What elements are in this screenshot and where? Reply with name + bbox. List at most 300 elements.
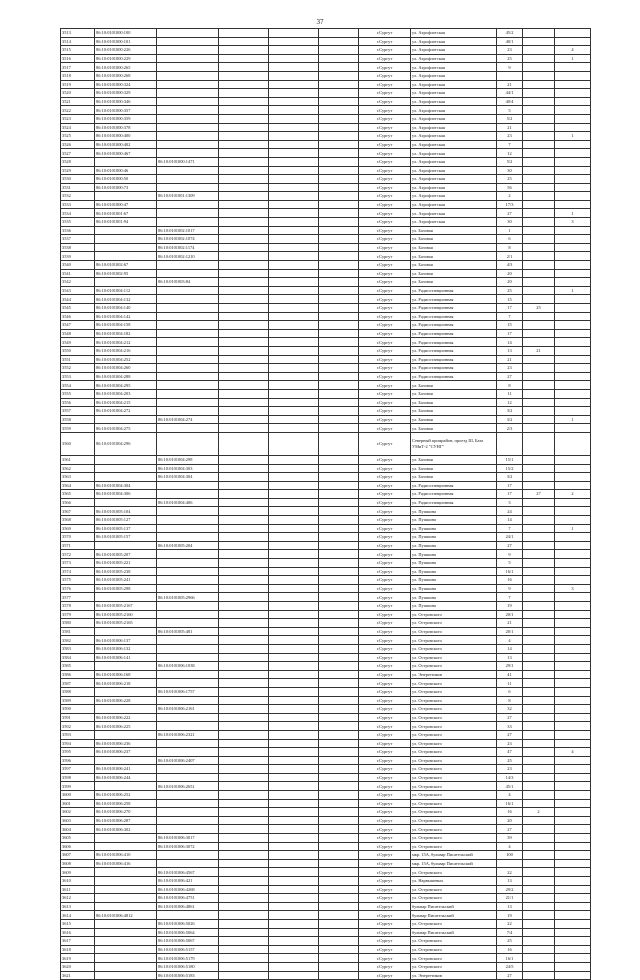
cadastral-number-cell: 86:10:0101004:142: [95, 312, 157, 321]
extra-count-cell: [555, 29, 591, 38]
house-number-cell: 20/1: [497, 610, 523, 619]
house-number-cell: 40/1: [497, 37, 523, 46]
second-cadastral-number-cell: 86:10:0101006:2321: [157, 730, 219, 739]
empty-cell: [269, 192, 319, 201]
city-cell: г.Сургут: [359, 424, 411, 433]
city-cell: г.Сургут: [359, 338, 411, 347]
cadastral-number-cell: 86:10:0101000:100: [95, 29, 157, 38]
city-cell: г.Сургут: [359, 157, 411, 166]
house-number-cell: 8: [497, 243, 523, 252]
extra-count-cell: [555, 364, 591, 373]
table-row: [61, 398, 591, 407]
table-row: [61, 782, 591, 791]
empty-cell: [319, 54, 359, 63]
street-cell: ул. Островского: [411, 868, 497, 877]
page-number: 37: [316, 18, 324, 26]
city-cell: г.Сургут: [359, 175, 411, 184]
second-cadastral-number-cell: [157, 97, 219, 106]
street-cell: ул. Островского: [411, 773, 497, 782]
street-cell: ул. Радиостанционная: [411, 346, 497, 355]
house-number-cell: 24/1: [497, 533, 523, 542]
table-row: [61, 851, 591, 860]
cadastral-number-cell: 86:10:0101000:265: [95, 63, 157, 72]
row-number-cell: 3605: [61, 834, 95, 843]
extra-value-cell: [523, 919, 555, 928]
row-number-cell: 3519: [61, 80, 95, 89]
house-number-cell: 27: [497, 541, 523, 550]
empty-cell: [219, 157, 269, 166]
extra-value-cell: [523, 312, 555, 321]
extra-count-cell: 2: [555, 490, 591, 499]
city-cell: г.Сургут: [359, 346, 411, 355]
empty-cell: [319, 653, 359, 662]
city-cell: г.Сургут: [359, 97, 411, 106]
street-cell: ул. Энергетиков: [411, 670, 497, 679]
empty-cell: [319, 584, 359, 593]
extra-count-cell: [555, 567, 591, 576]
second-cadastral-number-cell: [157, 407, 219, 416]
empty-cell: [269, 295, 319, 304]
extra-value-cell: [523, 46, 555, 55]
extra-count-cell: [555, 312, 591, 321]
table-row: [61, 209, 591, 218]
house-number-cell: 11: [497, 679, 523, 688]
empty-cell: [219, 329, 269, 338]
row-number-cell: 3516: [61, 54, 95, 63]
row-number-cell: 3542: [61, 278, 95, 287]
extra-count-cell: [555, 559, 591, 568]
cadastral-number-cell: [95, 885, 157, 894]
table-row: [61, 911, 591, 920]
city-cell: г.Сургут: [359, 252, 411, 261]
row-number-cell: 3602: [61, 808, 95, 817]
city-cell: г.Сургут: [359, 355, 411, 364]
street-cell: ул. Пушкина: [411, 576, 497, 585]
empty-cell: [269, 748, 319, 757]
second-cadastral-number-cell: 86:10:0101006:2407: [157, 756, 219, 765]
second-cadastral-number-cell: 86:10:0101006:4567: [157, 868, 219, 877]
empty-cell: [269, 945, 319, 954]
empty-cell: [219, 541, 269, 550]
empty-cell: [269, 868, 319, 877]
city-cell: г.Сургут: [359, 516, 411, 525]
second-cadastral-number-cell: [157, 773, 219, 782]
city-cell: г.Сургут: [359, 183, 411, 192]
house-number-cell: 21: [497, 619, 523, 628]
extra-count-cell: [555, 269, 591, 278]
extra-count-cell: [555, 894, 591, 903]
row-number-cell: 3604: [61, 825, 95, 834]
street-cell: ул. Островского: [411, 644, 497, 653]
extra-value-cell: [523, 114, 555, 123]
extra-count-cell: [555, 424, 591, 433]
extra-value-cell: 21: [523, 346, 555, 355]
empty-cell: [269, 954, 319, 963]
row-number-cell: 3565: [61, 490, 95, 499]
second-cadastral-number-cell: 86:10:0101006:5064: [157, 928, 219, 937]
house-number-cell: 33: [497, 722, 523, 731]
empty-cell: [269, 407, 319, 416]
house-number-cell: 15/2: [497, 464, 523, 473]
row-number-cell: 3599: [61, 782, 95, 791]
table-row: [61, 670, 591, 679]
empty-cell: [219, 381, 269, 390]
extra-count-cell: [555, 261, 591, 270]
second-cadastral-number-cell: 86:10:0101006:2651: [157, 782, 219, 791]
empty-cell: [319, 389, 359, 398]
street-cell: ул. Островского: [411, 730, 497, 739]
row-number-cell: 3514: [61, 37, 95, 46]
second-cadastral-number-cell: [157, 321, 219, 330]
empty-cell: [219, 398, 269, 407]
row-number-cell: 3561: [61, 455, 95, 464]
extra-value-cell: [523, 140, 555, 149]
house-number-cell: 2: [497, 192, 523, 201]
extra-count-cell: [555, 679, 591, 688]
extra-count-cell: [555, 464, 591, 473]
row-number-cell: 3578: [61, 602, 95, 611]
city-cell: г.Сургут: [359, 773, 411, 782]
city-cell: г.Сургут: [359, 209, 411, 218]
empty-cell: [319, 868, 359, 877]
row-number-cell: 3609: [61, 868, 95, 877]
city-cell: г.Сургут: [359, 748, 411, 757]
street-cell: ул. Островского: [411, 627, 497, 636]
extra-value-cell: [523, 175, 555, 184]
table-row: [61, 662, 591, 671]
city-cell: г.Сургут: [359, 962, 411, 971]
extra-value-cell: [523, 123, 555, 132]
row-number-cell: 3579: [61, 610, 95, 619]
second-cadastral-number-cell: 86:10:0101006:5183: [157, 971, 219, 980]
empty-cell: [319, 381, 359, 390]
table-row: [61, 157, 591, 166]
house-number-cell: 44/1: [497, 89, 523, 98]
row-number-cell: 3518: [61, 71, 95, 80]
street-cell: ул. Аэрофлотская: [411, 89, 497, 98]
city-cell: г.Сургут: [359, 364, 411, 373]
extra-count-cell: [555, 407, 591, 416]
empty-cell: [219, 507, 269, 516]
empty-cell: [269, 662, 319, 671]
empty-cell: [319, 541, 359, 550]
empty-cell: [219, 739, 269, 748]
city-cell: г.Сургут: [359, 902, 411, 911]
empty-cell: [219, 364, 269, 373]
cadastral-number-cell: 86:10:0101005:298: [95, 584, 157, 593]
empty-cell: [269, 261, 319, 270]
row-number-cell: 3546: [61, 312, 95, 321]
table-row: [61, 243, 591, 252]
extra-count-cell: [555, 610, 591, 619]
empty-cell: [219, 37, 269, 46]
table-row: [61, 885, 591, 894]
row-number-cell: 3600: [61, 791, 95, 800]
second-cadastral-number-cell: 86:10:0101006:5157: [157, 945, 219, 954]
empty-cell: [269, 46, 319, 55]
second-cadastral-number-cell: 86:10:0101002:1210: [157, 252, 219, 261]
street-cell: ул. Островского: [411, 842, 497, 851]
empty-cell: [219, 175, 269, 184]
empty-cell: [219, 473, 269, 482]
table-row: [61, 541, 591, 550]
extra-value-cell: [523, 261, 555, 270]
empty-cell: [219, 816, 269, 825]
extra-count-cell: [555, 859, 591, 868]
cadastral-number-cell: 86:10:0101000:226: [95, 46, 157, 55]
street-cell: ул. Островского: [411, 653, 497, 662]
house-number-cell: 7/4: [497, 928, 523, 937]
empty-cell: [319, 713, 359, 722]
cadastral-number-cell: 86:10:0101000:400: [95, 132, 157, 141]
table-row: [61, 464, 591, 473]
second-cadastral-number-cell: 86:10:0101002:1017: [157, 226, 219, 235]
empty-cell: [319, 80, 359, 89]
row-number-cell: 3608: [61, 859, 95, 868]
cadastral-number-cell: 86:10:0101000:73: [95, 183, 157, 192]
city-cell: г.Сургут: [359, 243, 411, 252]
street-cell: ул. Островского: [411, 962, 497, 971]
empty-cell: [319, 252, 359, 261]
empty-cell: [319, 524, 359, 533]
cadastral-number-cell: 86:10:0101004:132: [95, 295, 157, 304]
table-row: [61, 132, 591, 141]
city-cell: г.Сургут: [359, 192, 411, 201]
house-number-cell: 40/4: [497, 97, 523, 106]
extra-count-cell: [555, 619, 591, 628]
second-cadastral-number-cell: [157, 653, 219, 662]
empty-cell: [319, 902, 359, 911]
street-cell: ул. Базовая: [411, 424, 497, 433]
cadastral-number-cell: [95, 902, 157, 911]
extra-value-cell: [523, 816, 555, 825]
empty-cell: [319, 696, 359, 705]
second-cadastral-number-cell: [157, 481, 219, 490]
extra-count-cell: 1: [555, 209, 591, 218]
row-number-cell: 3523: [61, 114, 95, 123]
table-row: [61, 37, 591, 46]
empty-cell: [319, 919, 359, 928]
street-cell: ул. Радиостанционная: [411, 490, 497, 499]
empty-cell: [269, 739, 319, 748]
empty-cell: [319, 235, 359, 244]
empty-cell: [269, 533, 319, 542]
table-row: [61, 381, 591, 390]
cadastral-number-cell: [95, 937, 157, 946]
extra-value-cell: [523, 859, 555, 868]
empty-cell: [319, 415, 359, 424]
row-number-cell: 3538: [61, 243, 95, 252]
empty-cell: [219, 696, 269, 705]
empty-cell: [319, 175, 359, 184]
table-row: [61, 252, 591, 261]
cadastral-number-cell: 86:10:0101006:410: [95, 851, 157, 860]
empty-cell: [319, 63, 359, 72]
cadastral-number-cell: 86:10:0101004:260: [95, 364, 157, 373]
empty-cell: [219, 868, 269, 877]
house-number-cell: 27: [497, 372, 523, 381]
table-row: [61, 106, 591, 115]
empty-cell: [319, 722, 359, 731]
empty-cell: [269, 928, 319, 937]
empty-cell: [219, 902, 269, 911]
empty-cell: [269, 653, 319, 662]
city-cell: г.Сургут: [359, 816, 411, 825]
empty-cell: [269, 278, 319, 287]
extra-count-cell: [555, 739, 591, 748]
empty-cell: [219, 481, 269, 490]
house-number-cell: 17/3: [497, 200, 523, 209]
table-row: [61, 261, 591, 270]
table-row: [61, 730, 591, 739]
extra-value-cell: [523, 389, 555, 398]
empty-cell: [269, 610, 319, 619]
table-row: [61, 97, 591, 106]
house-number-cell: 13: [497, 902, 523, 911]
extra-count-cell: [555, 868, 591, 877]
house-number-cell: 9: [497, 63, 523, 72]
second-cadastral-number-cell: 86:10:0101006:3072: [157, 842, 219, 851]
second-cadastral-number-cell: [157, 346, 219, 355]
house-number-cell: 23: [497, 46, 523, 55]
empty-cell: [319, 593, 359, 602]
table-row: [61, 945, 591, 954]
extra-value-cell: [523, 157, 555, 166]
street-cell: ул. Пушкина: [411, 550, 497, 559]
extra-value-cell: [523, 868, 555, 877]
street-cell: ул. Островского: [411, 799, 497, 808]
cadastral-number-cell: 86:10:0101004:140: [95, 304, 157, 313]
cadastral-number-cell: [95, 705, 157, 714]
row-number-cell: 3590: [61, 705, 95, 714]
house-number-cell: 3/2: [497, 473, 523, 482]
empty-cell: [319, 782, 359, 791]
empty-cell: [269, 80, 319, 89]
second-cadastral-number-cell: [157, 516, 219, 525]
extra-value-cell: [523, 722, 555, 731]
cadastral-number-cell: 86:10:0101005:221: [95, 559, 157, 568]
street-cell: ул. Нарвышевых: [411, 877, 497, 886]
house-number-cell: [497, 71, 523, 80]
empty-cell: [319, 166, 359, 175]
city-cell: г.Сургут: [359, 398, 411, 407]
empty-cell: [269, 37, 319, 46]
row-number-cell: 3524: [61, 123, 95, 132]
empty-cell: [219, 261, 269, 270]
row-number-cell: 3544: [61, 295, 95, 304]
city-cell: г.Сургут: [359, 114, 411, 123]
extra-count-cell: [555, 670, 591, 679]
extra-count-cell: [555, 644, 591, 653]
city-cell: г.Сургут: [359, 610, 411, 619]
cadastral-number-cell: [95, 842, 157, 851]
empty-cell: [319, 619, 359, 628]
extra-value-cell: [523, 200, 555, 209]
empty-cell: [269, 919, 319, 928]
empty-cell: [219, 346, 269, 355]
row-number-cell: 3593: [61, 730, 95, 739]
cadastral-number-cell: 86:10:0101006:236: [95, 739, 157, 748]
extra-count-cell: [555, 329, 591, 338]
street-cell: ул. Островского: [411, 748, 497, 757]
table-row: [61, 286, 591, 295]
empty-cell: [319, 157, 359, 166]
row-number-cell: 3534: [61, 209, 95, 218]
house-number-cell: 4: [497, 791, 523, 800]
empty-cell: [269, 627, 319, 636]
extra-count-cell: [555, 773, 591, 782]
cadastral-number-cell: 86:10:0101005:104: [95, 507, 157, 516]
empty-cell: [319, 877, 359, 886]
empty-cell: [319, 192, 359, 201]
empty-cell: [219, 200, 269, 209]
empty-cell: [319, 610, 359, 619]
cadastral-number-cell: [95, 627, 157, 636]
empty-cell: [219, 550, 269, 559]
empty-cell: [219, 576, 269, 585]
extra-count-cell: 4: [555, 748, 591, 757]
empty-cell: [319, 398, 359, 407]
city-cell: г.Сургут: [359, 46, 411, 55]
empty-cell: [219, 679, 269, 688]
row-number-cell: 3515: [61, 46, 95, 55]
house-number-cell: 20/1: [497, 627, 523, 636]
table-row: [61, 567, 591, 576]
house-number-cell: 15: [497, 321, 523, 330]
table-row: [61, 183, 591, 192]
house-number-cell: 13: [497, 877, 523, 886]
extra-value-cell: [523, 748, 555, 757]
city-cell: г.Сургут: [359, 842, 411, 851]
cadastral-number-cell: 86:10:0101006:168: [95, 670, 157, 679]
extra-count-cell: [555, 799, 591, 808]
row-number-cell: 3617: [61, 937, 95, 946]
table-row: [61, 687, 591, 696]
extra-value-cell: [523, 321, 555, 330]
row-number-cell: 3577: [61, 593, 95, 602]
city-cell: г.Сургут: [359, 261, 411, 270]
row-number-cell: 3612: [61, 894, 95, 903]
extra-value-cell: [523, 278, 555, 287]
empty-cell: [269, 619, 319, 628]
empty-cell: [219, 670, 269, 679]
empty-cell: [319, 842, 359, 851]
second-cadastral-number-cell: 86:10:0101006:3017: [157, 834, 219, 843]
empty-cell: [319, 791, 359, 800]
empty-cell: [269, 816, 319, 825]
house-number-cell: 19: [497, 602, 523, 611]
empty-cell: [219, 243, 269, 252]
table-row: [61, 559, 591, 568]
cadastral-number-cell: 86:10:0101005:157: [95, 533, 157, 542]
empty-cell: [269, 269, 319, 278]
house-number-cell: 16/1: [497, 567, 523, 576]
second-cadastral-number-cell: [157, 63, 219, 72]
street-cell: ул. Островского: [411, 713, 497, 722]
empty-cell: [319, 372, 359, 381]
city-cell: г.Сургут: [359, 791, 411, 800]
extra-count-cell: [555, 149, 591, 158]
second-cadastral-number-cell: [157, 432, 219, 455]
cadastral-number-cell: 86:10:0101001:94: [95, 218, 157, 227]
empty-cell: [269, 730, 319, 739]
empty-cell: [319, 825, 359, 834]
row-number-cell: 3528: [61, 157, 95, 166]
city-cell: г.Сургут: [359, 89, 411, 98]
street-cell: ул. Пушкина: [411, 507, 497, 516]
empty-cell: [269, 54, 319, 63]
extra-count-cell: [555, 37, 591, 46]
